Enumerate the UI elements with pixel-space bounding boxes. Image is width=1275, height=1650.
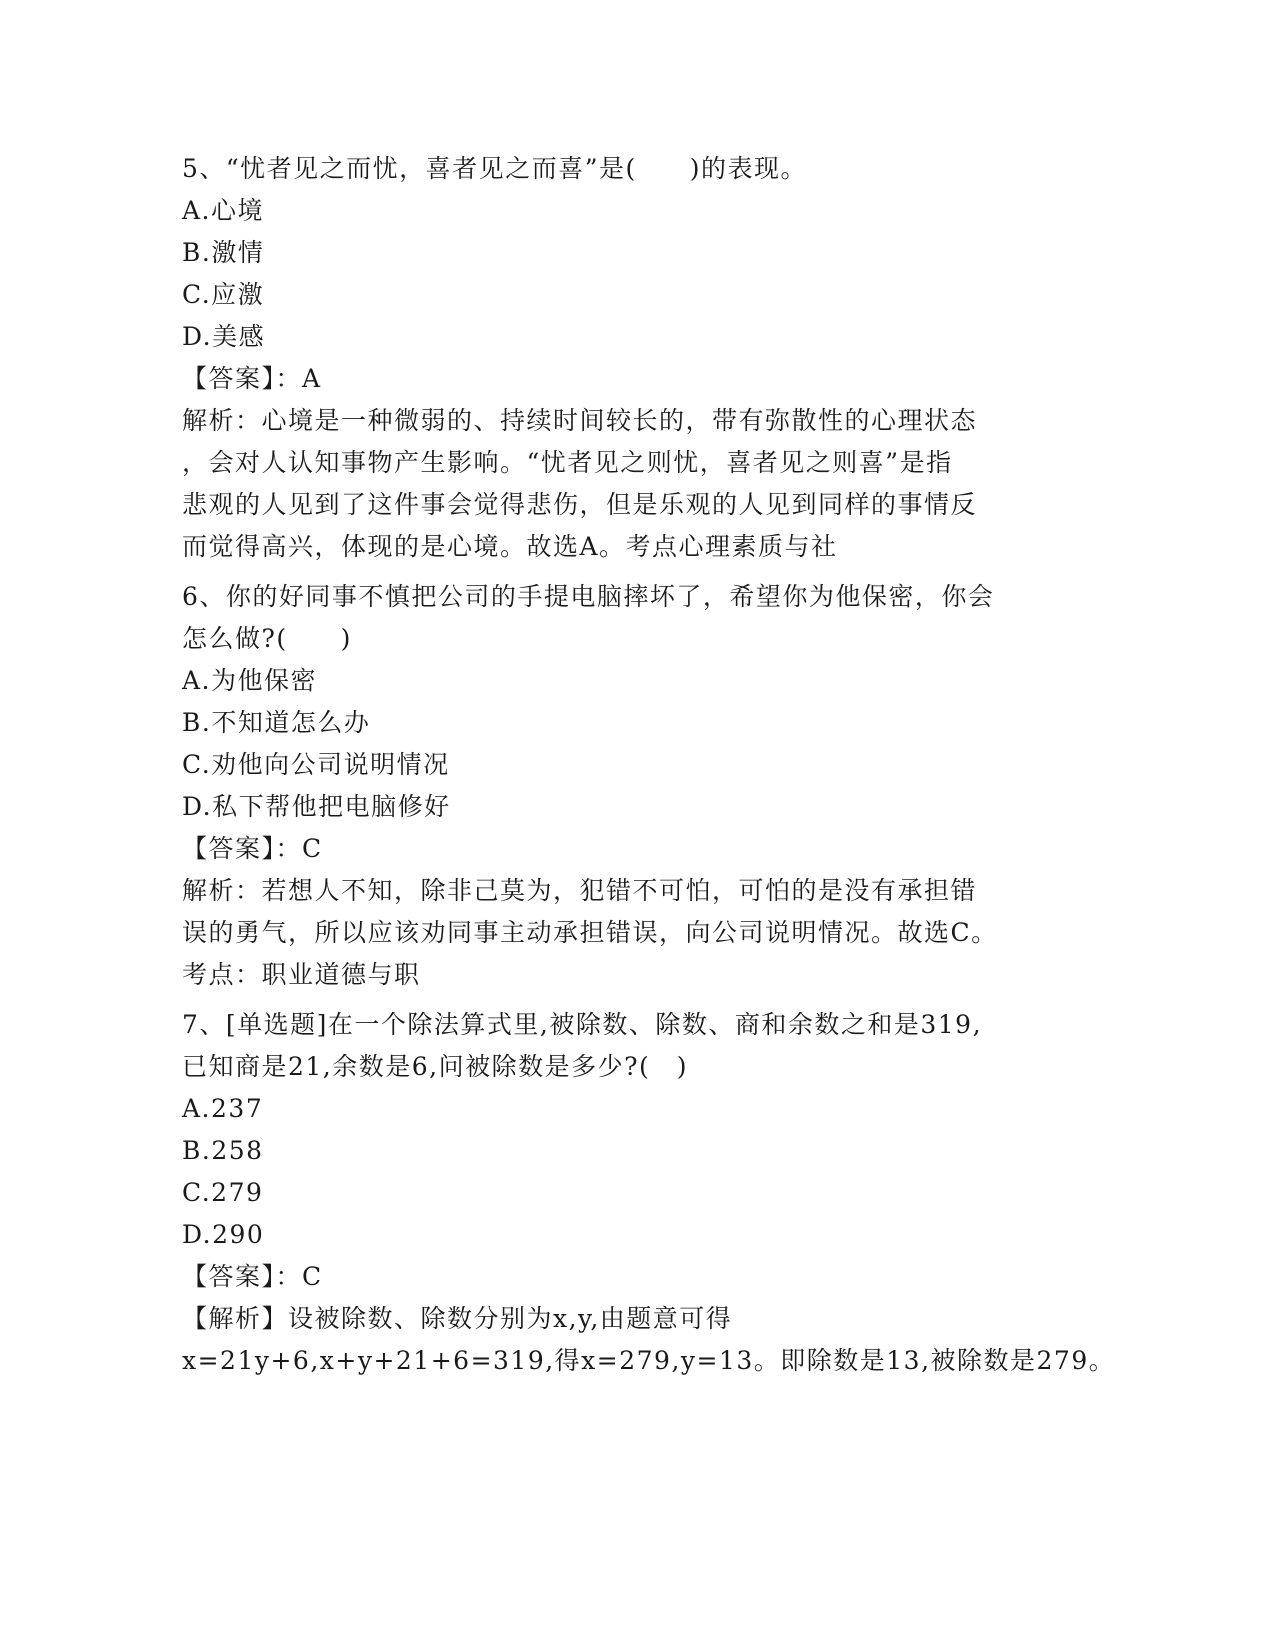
analysis-line: 考点：职业道德与职 (182, 960, 421, 989)
question-stem: 6、你的好同事不慎把公司的手提电脑摔坏了，希望你为他保密，你会 (182, 582, 995, 611)
option-d: D.私下帮他把电脑修好 (182, 792, 451, 821)
option-b: B.258 (182, 1136, 264, 1165)
answer: 【答案】：A (182, 364, 322, 393)
analysis-line: 而觉得高兴，体现的是心境。故选A。考点心理素质与社 (182, 532, 838, 561)
question-stem: 已知商是21,余数是6,问被除数是多少?( ) (182, 1052, 689, 1081)
analysis-line: 【解析】设被除数、除数分别为x,y,由题意可得 (182, 1304, 733, 1333)
question-5 (182, 148, 1062, 568)
analysis-line: x=21y+6,x+y+21+6=319,得x=279,y=13。即除数是13,被除数是279。 (182, 1346, 1116, 1375)
option-a: A.为他保密 (182, 666, 318, 695)
question-stem: 7、[单选题]在一个除法算式里,被除数、除数、商和余数之和是319, (182, 1010, 983, 1039)
answer: 【答案】：C (182, 834, 323, 863)
option-d: D.美感 (182, 322, 266, 351)
option-b: B.激情 (182, 238, 265, 267)
analysis-line: 误的勇气，所以应该劝同事主动承担错误，向公司说明情况。故选C。 (182, 918, 998, 947)
question-stem: 怎么做?( ) (182, 624, 352, 653)
option-d: D.290 (182, 1220, 265, 1249)
option-b: B.不知道怎么办 (182, 708, 371, 737)
spacer (182, 568, 1062, 576)
answer: 【答案】：C (182, 1262, 323, 1291)
option-c: C.应激 (182, 280, 265, 309)
question-stem: 5、“忧者见之而忧，喜者见之而喜”是( )的表现。 (182, 154, 807, 183)
analysis-line: 悲观的人见到了这件事会觉得悲伤，但是乐观的人见到同样的事情反 (182, 490, 978, 519)
option-c: C.劝他向公司说明情况 (182, 750, 450, 779)
spacer (182, 996, 1062, 1004)
analysis-line: 解析：若想人不知，除非己莫为，犯错不可怕，可怕的是没有承担错 (182, 876, 978, 905)
analysis-line: ，会对人认知事物产生影响。“忧者见之则忧，喜者见之则喜”是指 (182, 448, 953, 477)
document-page (182, 148, 1116, 1382)
question-6 (182, 576, 1062, 996)
question-7 (182, 1004, 1116, 1382)
option-a: A.237 (182, 1094, 264, 1123)
analysis-line: 解析：心境是一种微弱的、持续时间较长的，带有弥散性的心理状态 (182, 406, 978, 435)
option-a: A.心境 (182, 196, 265, 225)
option-c: C.279 (182, 1178, 264, 1207)
